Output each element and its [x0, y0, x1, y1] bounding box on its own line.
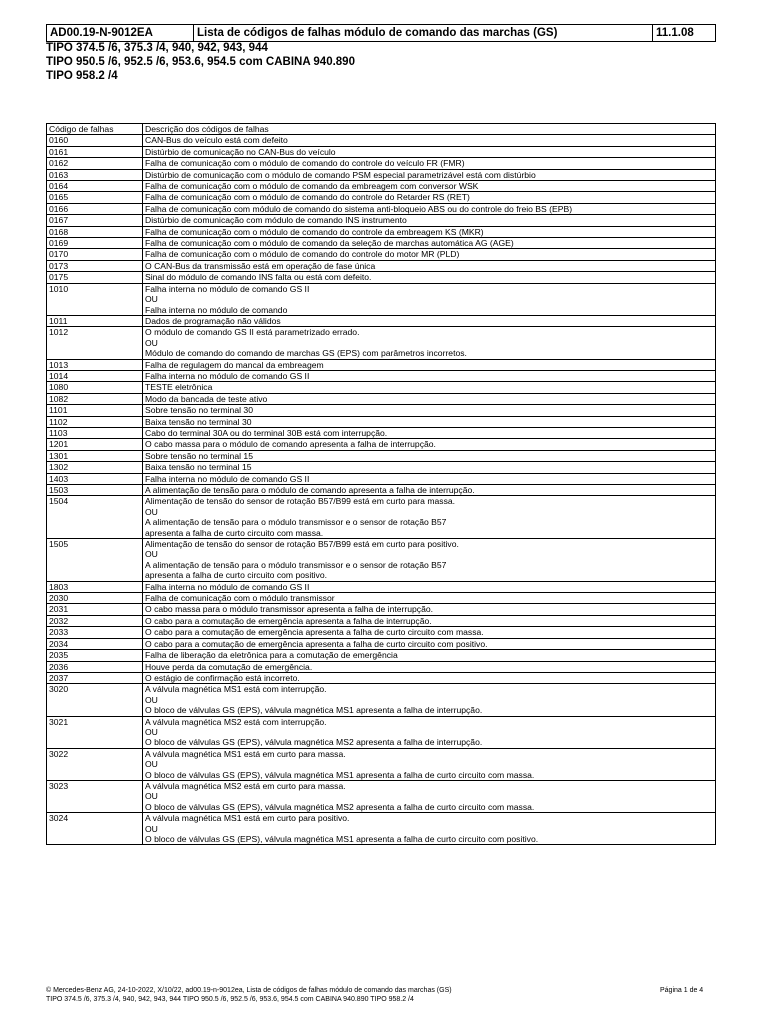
table-row [47, 272, 716, 283]
table-row [47, 813, 716, 845]
table-row [47, 672, 716, 683]
type-line: TIPO 958.2 /4 [46, 70, 118, 82]
fault-code-cell: 0163 [47, 169, 143, 180]
fault-code-cell: 1201 [47, 439, 143, 450]
fault-description-text: Alimentação de tensão do sensor de rotação B57/B99 está em curto para massa. OU A alimentação de tensão para o módulo transmissor e o sensor de rotação B57 apresenta a falha de curto circuito com massa. [145, 496, 456, 538]
table-row [47, 359, 716, 370]
table-row [47, 192, 716, 203]
fault-description-text: Falha de comunicação com módulo de comando do sistema anti-bloqueio ABS ou do controle do freio BS (EPB) [145, 203, 573, 214]
type-line: TIPO 374.5 /6, 375.3 /4, 940, 942, 943, 944 [46, 42, 268, 54]
fault-description-cell [143, 382, 716, 393]
fault-description-text: A válvula magnética MS2 está com interrupção. OU O bloco de válvulas GS (EPS), válvula magnética MS2 apresenta a falha de interrupção. [145, 716, 483, 748]
fault-description-text: O CAN-Bus da transmissão está em operação de fase única [145, 260, 376, 271]
fault-code-cell: 0167 [47, 215, 143, 226]
fault-description-text: Falha de regulagem do mancal da embreagem [145, 359, 324, 370]
fault-code-cell: 3021 [47, 716, 143, 748]
fault-code-cell: 2030 [47, 593, 143, 604]
fault-description-cell [143, 439, 716, 450]
fault-description-cell [143, 604, 716, 615]
fault-description-cell [143, 581, 716, 592]
fault-code-cell: 1403 [47, 473, 143, 484]
table-row [47, 485, 716, 496]
vehicle-types [46, 41, 355, 83]
footer-copyright [46, 986, 452, 1004]
fault-description-cell [143, 416, 716, 427]
fault-description-cell [143, 283, 716, 315]
fault-code-cell: 0160 [47, 135, 143, 146]
fault-description-cell [143, 238, 716, 249]
footer-line: © Mercedes-Benz AG, 24-10-2022, X/10/22, ad00.19-n-9012ea, Lista de códigos de falhas módulo de comando das marchas (GS) [46, 987, 452, 994]
table-row [47, 661, 716, 672]
document-header [46, 24, 716, 42]
fault-code-cell: 3023 [47, 780, 143, 812]
fault-code-cell: 3022 [47, 748, 143, 780]
fault-description-cell [143, 181, 716, 192]
fault-description-text: Baixa tensão no terminal 15 [145, 462, 252, 473]
fault-description-cell [143, 359, 716, 370]
fault-description-text: Falha de comunicação com o módulo de comando da seleção de marchas automática AG (AGE) [145, 238, 514, 249]
fault-description-cell [143, 780, 716, 812]
table-row [47, 215, 716, 226]
fault-code-cell: 3020 [47, 684, 143, 716]
fault-description-cell [143, 393, 716, 404]
table-row [47, 581, 716, 592]
fault-description-text: Sinal do módulo de comando INS falta ou está com defeito. [145, 272, 372, 283]
table-row [47, 405, 716, 416]
fault-description-text: Sobre tensão no terminal 30 [145, 405, 253, 416]
doc-date: 11.1.08 [653, 25, 716, 42]
fault-description-cell [143, 203, 716, 214]
fault-description-text: Falha interna no módulo de comando GS II OU Falha interna no módulo de comando [145, 283, 310, 315]
table-row [47, 716, 716, 748]
fault-code-cell: 2034 [47, 638, 143, 649]
fault-code-cell: 1103 [47, 427, 143, 438]
fault-description-cell [143, 450, 716, 461]
fault-code-cell: 1082 [47, 393, 143, 404]
fault-description-text: Cabo do terminal 30A ou do terminal 30B está com interrupção. [145, 427, 388, 438]
fault-code-cell: 2037 [47, 672, 143, 683]
fault-code-table [46, 123, 716, 845]
fault-description-text: Falha interna no módulo de comando GS II [145, 581, 310, 592]
fault-description-text: Falha de comunicação com o módulo de comando do controle do motor MR (PLD) [145, 249, 460, 260]
fault-description-cell [143, 539, 716, 582]
table-row [47, 473, 716, 484]
table-row [47, 135, 716, 146]
table-row [47, 370, 716, 381]
page-number: Página 1 de 4 [660, 987, 704, 994]
doc-id: AD00.19-N-9012EA [47, 25, 194, 42]
fault-description-cell [143, 315, 716, 326]
fault-description-cell [143, 593, 716, 604]
table-row [47, 604, 716, 615]
table-row [47, 203, 716, 214]
fault-description-cell [143, 427, 716, 438]
fault-code-cell: 1302 [47, 462, 143, 473]
fault-code-cell: 1080 [47, 382, 143, 393]
table-row [47, 283, 716, 315]
table-row [47, 393, 716, 404]
fault-description-cell [143, 473, 716, 484]
fault-description-cell [143, 716, 716, 748]
fault-code-cell: 1504 [47, 496, 143, 539]
fault-description-text: Distúrbio de comunicação no CAN-Bus do veículo [145, 146, 336, 157]
fault-description-cell [143, 496, 716, 539]
fault-description-text: A válvula magnética MS1 está em curto para massa. OU O bloco de válvulas GS (EPS), válvula magnética MS1 apresenta a falha de curto circuito com massa. [145, 748, 535, 780]
fault-description-cell [143, 485, 716, 496]
fault-code-cell: 1505 [47, 539, 143, 582]
fault-description-cell [143, 158, 716, 169]
fault-description-cell [143, 638, 716, 649]
fault-description-cell [143, 215, 716, 226]
fault-code-cell: 1503 [47, 485, 143, 496]
fault-description-text: Houve perda da comutação de emergência. [145, 661, 313, 672]
table-row [47, 260, 716, 271]
fault-description-text: Distúrbio de comunicação com módulo de comando INS instrumento [145, 215, 407, 226]
fault-description-cell [143, 169, 716, 180]
table-row [47, 158, 716, 169]
table-row [47, 427, 716, 438]
table-row [47, 382, 716, 393]
table-body [47, 135, 716, 845]
fault-description-text: Falha de comunicação com o módulo de comando do controle da embreagem KS (MKR) [145, 226, 484, 237]
fault-description-text: Baixa tensão no terminal 30 [145, 416, 252, 427]
column-header-description: Descrição dos códigos de falhas [143, 124, 716, 135]
fault-description-cell [143, 684, 716, 716]
fault-description-cell [143, 650, 716, 661]
fault-description-text: Falha de comunicação com o módulo transmissor [145, 593, 335, 604]
fault-description-text: Falha interna no módulo de comando GS II [145, 473, 310, 484]
fault-description-cell [143, 462, 716, 473]
fault-code-cell: 1010 [47, 283, 143, 315]
fault-description-text: Modo da bancada de teste ativo [145, 393, 268, 404]
fault-code-cell: 0173 [47, 260, 143, 271]
footer-line: TIPO 374.5 /6, 375.3 /4, 940, 942, 943, 944 TIPO 950.5 /6, 952.5 /6, 953.6, 954.5 com CABINA 940.890 TIPO 958.2 /4 [46, 996, 414, 1003]
table-row [47, 450, 716, 461]
type-line: TIPO 950.5 /6, 952.5 /6, 953.6, 954.5 com CABINA 940.890 [46, 56, 355, 68]
fault-code-cell: 0162 [47, 158, 143, 169]
table-header-row [47, 124, 716, 135]
fault-description-text: A válvula magnética MS1 está com interrupção. OU O bloco de válvulas GS (EPS), válvula magnética MS1 apresenta a falha de interrupção. [145, 684, 483, 716]
fault-description-text: O cabo para a comutação de emergência apresenta a falha de curto circuito com positivo. [145, 638, 488, 649]
fault-description-cell [143, 370, 716, 381]
fault-description-text: O cabo massa para o módulo de comando apresenta a falha de interrupção. [145, 439, 436, 450]
table-row [47, 181, 716, 192]
table-row [47, 169, 716, 180]
table-row [47, 539, 716, 582]
fault-code-cell: 0161 [47, 146, 143, 157]
fault-description-cell [143, 272, 716, 283]
fault-code-cell: 1301 [47, 450, 143, 461]
fault-code-cell: 1101 [47, 405, 143, 416]
fault-description-cell [143, 192, 716, 203]
column-header-code: Código de falhas [47, 124, 143, 135]
fault-code-cell: 0175 [47, 272, 143, 283]
fault-description-cell [143, 405, 716, 416]
fault-code-cell: 0165 [47, 192, 143, 203]
fault-description-text: O estágio de confirmação está incorreto. [145, 672, 300, 683]
fault-code-cell: 1011 [47, 315, 143, 326]
table-row [47, 593, 716, 604]
fault-description-cell [143, 226, 716, 237]
fault-description-cell [143, 661, 716, 672]
table-row [47, 627, 716, 638]
fault-code-cell: 2031 [47, 604, 143, 615]
table-row [47, 748, 716, 780]
fault-description-text: Dados de programação não válidos [145, 315, 281, 326]
fault-code-cell: 2032 [47, 615, 143, 626]
fault-code-cell: 1014 [47, 370, 143, 381]
fault-description-cell [143, 813, 716, 845]
fault-description-cell [143, 249, 716, 260]
table-row [47, 650, 716, 661]
table-row [47, 462, 716, 473]
fault-code-cell: 2033 [47, 627, 143, 638]
fault-code-cell: 2035 [47, 650, 143, 661]
fault-code-cell: 0164 [47, 181, 143, 192]
fault-description-text: Sobre tensão no terminal 15 [145, 450, 253, 461]
fault-description-cell [143, 135, 716, 146]
table-row [47, 615, 716, 626]
fault-description-cell [143, 748, 716, 780]
fault-description-text: A válvula magnética MS1 está em curto para positivo. OU O bloco de válvulas GS (EPS), válvula magnética MS1 apresenta a falha de curto circuito com positivo. [145, 813, 539, 844]
fault-code-cell: 0168 [47, 226, 143, 237]
fault-description-cell [143, 627, 716, 638]
fault-code-cell: 0166 [47, 203, 143, 214]
fault-description-text: A alimentação de tensão para o módulo de comando apresenta a falha de interrupção. [145, 485, 475, 495]
fault-description-text: Falha de comunicação com o módulo de comando do controle do veículo FR (FMR) [145, 158, 465, 169]
fault-description-text: CAN-Bus do veículo está com defeito [145, 135, 288, 146]
fault-description-cell [143, 327, 716, 359]
fault-description-cell [143, 672, 716, 683]
table-row [47, 780, 716, 812]
fault-description-cell [143, 260, 716, 271]
doc-title: Lista de códigos de falhas módulo de comando das marchas (GS) [194, 25, 653, 42]
table-row [47, 439, 716, 450]
fault-code-cell: 1803 [47, 581, 143, 592]
table-row [47, 146, 716, 157]
fault-code-cell: 2036 [47, 661, 143, 672]
fault-description-text: Falha de comunicação com o módulo de comando do controle do Retarder RS (RET) [145, 192, 470, 203]
fault-description-cell [143, 615, 716, 626]
fault-code-cell: 0170 [47, 249, 143, 260]
table-row [47, 238, 716, 249]
fault-description-text: O cabo para a comutação de emergência apresenta a falha de interrupção. [145, 615, 432, 626]
fault-code-cell: 1013 [47, 359, 143, 370]
fault-description-text: TESTE eletrônica [145, 382, 213, 393]
fault-description-text: Distúrbio de comunicação com o módulo de comando PSM especial parametrizável está com distúrbio [145, 169, 536, 180]
fault-code-cell: 3024 [47, 813, 143, 845]
fault-description-text: A válvula magnética MS2 está em curto para massa. OU O bloco de válvulas GS (EPS), válvula magnética MS2 apresenta a falha de curto circuito com massa. [145, 780, 535, 812]
fault-code-cell: 0169 [47, 238, 143, 249]
table-row [47, 684, 716, 716]
fault-description-text: O cabo para a comutação de emergência apresenta a falha de curto circuito com massa. [145, 627, 484, 638]
fault-description-text: O cabo massa para o módulo transmissor apresenta a falha de interrupção. [145, 604, 434, 615]
table-row [47, 327, 716, 359]
fault-code-cell: 1012 [47, 327, 143, 359]
table-row [47, 496, 716, 539]
table-row [47, 315, 716, 326]
fault-code-cell: 1102 [47, 416, 143, 427]
fault-description-text: Falha de liberação da eletrônica para a comutação de emergência [145, 650, 398, 661]
fault-description-text: O módulo de comando GS II está parametrizado errado. OU Módulo de comando do comando de marchas GS (EPS) com parâmetros incorretos. [145, 327, 467, 359]
table-row [47, 638, 716, 649]
table-row [47, 416, 716, 427]
table-row [47, 249, 716, 260]
fault-description-text: Falha interna no módulo de comando GS II [145, 370, 310, 381]
table-row [47, 226, 716, 237]
fault-description-cell [143, 146, 716, 157]
fault-description-text: Alimentação de tensão do sensor de rotação B57/B99 está em curto para positivo. OU A alimentação de tensão para o módulo transmissor e o sensor de rotação B57 apresenta a falha de curto circuito com positivo. [145, 539, 459, 581]
fault-description-text: Falha de comunicação com o módulo de comando da embreagem com conversor WSK [145, 181, 479, 192]
